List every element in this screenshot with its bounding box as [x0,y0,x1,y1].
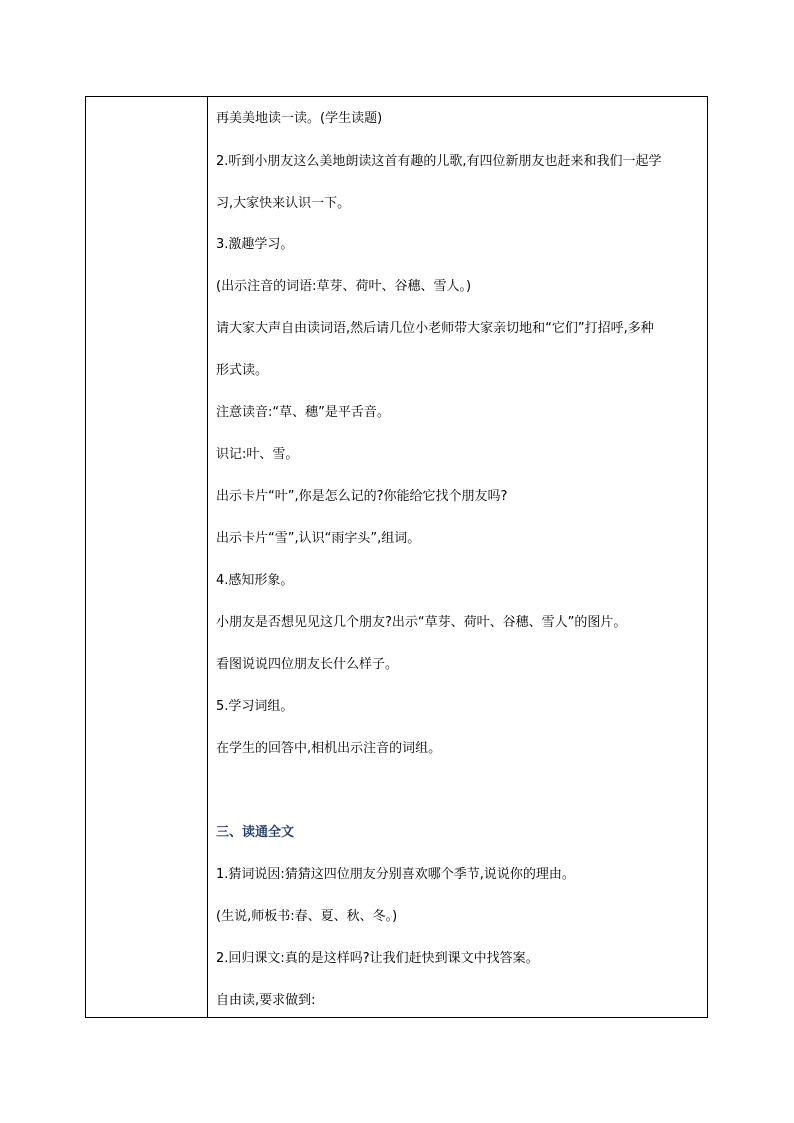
text-line: 习,大家快来认识一下。 [216,196,351,211]
text-line: 2.回归课文:真的是这样吗?让我们赶快到课文中找答案。 [216,951,539,966]
lesson-table [85,96,708,1018]
text-line: 出示卡片“雪”,认识“雨字头”,组词。 [216,531,421,546]
text-line: 看图说说四位朋友长什么样子。 [216,657,399,672]
text-line: (生说,师板书:春、夏、秋、冬。) [216,909,398,924]
text-line: 3.激趣学习。 [216,237,294,252]
text-line: 请大家大声自由读词语,然后请几位小老师带大家亲切地和“它们”打招呼,多种 [216,321,654,336]
text-line: 注意读音:“草、穗”是平舌音。 [216,405,390,420]
text-line: 1.猜词说因:猜猜这四位朋友分别喜欢哪个季节,说说你的理由。 [216,867,575,882]
text-line: 2.听到小朋友这么美地朗读这首有趣的儿歌,有四位新朋友也赶来和我们一起学 [216,154,662,169]
table-left-column [86,97,208,1017]
section-heading: 三、读通全文 [216,825,295,840]
text-line: 自由读,要求做到: [216,993,316,1008]
text-line: 5.学习词组。 [216,699,294,714]
text-line: 在学生的回答中,相机出示注音的词组。 [216,741,442,756]
text-line: 小朋友是否想见见这几个朋友?出示“草芽、荷叶、谷穗、雪人”的图片。 [216,615,627,630]
text-line: 形式读。 [216,363,269,378]
text-line: 识记:叶、雪。 [216,447,299,462]
text-line: 4.感知形象。 [216,573,294,588]
text-line: 再美美地读一读。(学生读题) [216,111,383,126]
text-line: 出示卡片“叶”,你是怎么记的?你能给它找个朋友吗? [216,489,508,504]
text-line: (出示注音的词语:草芽、荷叶、谷穗、雪人。) [216,279,472,294]
